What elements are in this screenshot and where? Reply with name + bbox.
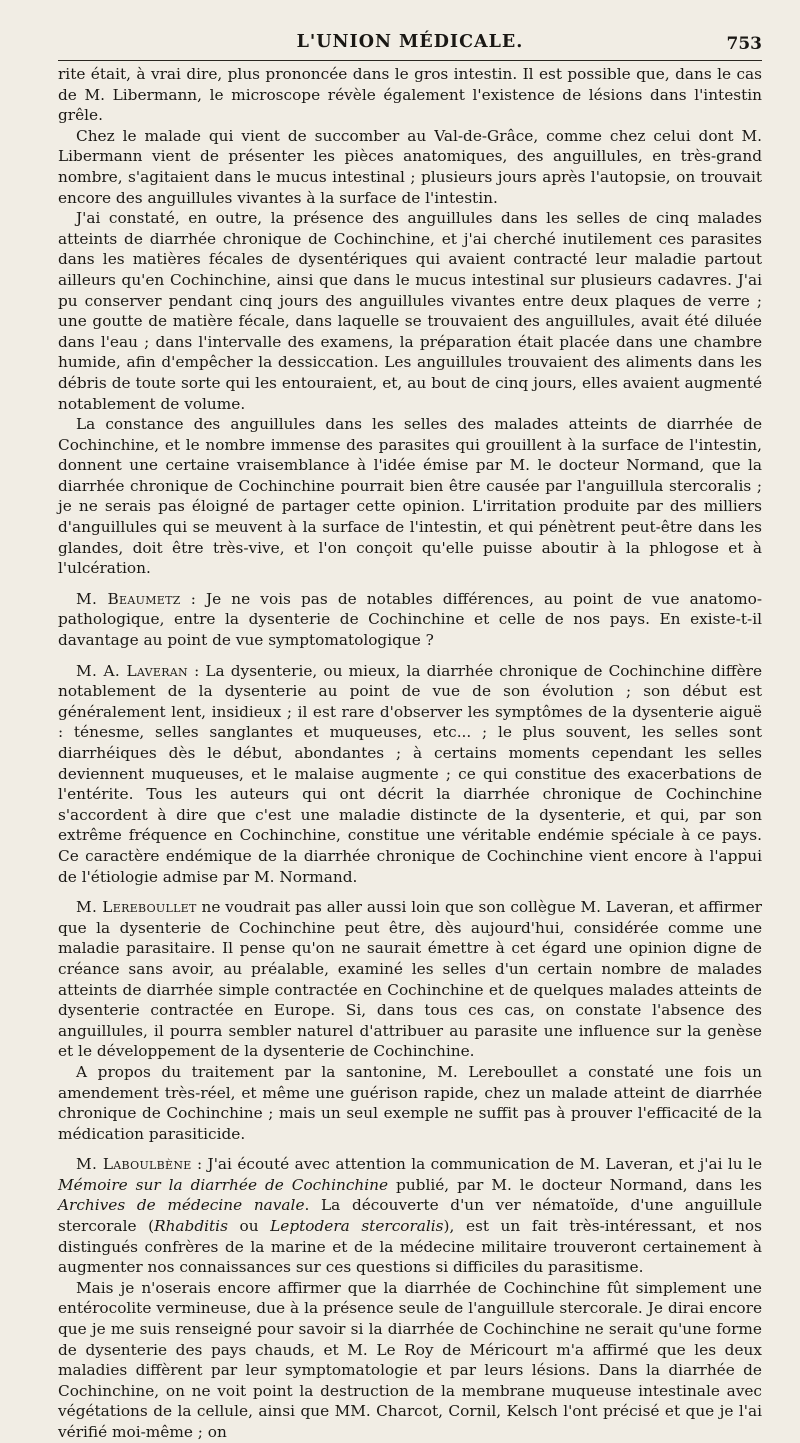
paragraph-text: A propos du traitement par la santonine, M. Lereboullet a constaté une fois un amendement très-réel, et même une guérison rapide, chez un malade atteint de diarrhée chronique de Cochinchine ; mais un seul exemple ne suffit pas à prouver l'efficacité de la médication parasiticide. xyxy=(58,1062,762,1143)
paragraph-text: : Je ne vois pas de notables différences, au point de vue anatomo-pathologique, entre la dysenterie de Cochinchine et celle de nos pays. En existe-t-il davantage au point de vue symptomatologique ? xyxy=(58,589,763,650)
paragraph-text: La constance des anguillules dans les selles des malades atteints de diarrhée de Cochinchine, et le nombre immense des parasites qui grouillent à la surface de l'intestin, donnent une certaine vraisemblance à l'idée émise par M. le docteur Normand, que la diarrhée chronique de Cochinchine pourrait bien être causée par l'anguillula stercoralis ; je ne serais pas éloigné de partager cette opinion. L'irritation produite par des milliers d'anguillules qui se meuvent à la surface de l'intestin, et qui pénètrent peut-être dans les glandes, doit être très-vive, et l'on conçoit qu'elle puisse aboutir à la phlogose et à l'ulcération. xyxy=(58,415,762,578)
page-number: 753 xyxy=(726,34,762,54)
article-body xyxy=(58,64,762,1443)
speech-laboulbene xyxy=(58,1154,762,1278)
paragraph-text: Mais je n'oserais encore affirmer que la diarrhée de Cochinchine fût simplement une entérocolite vermineuse, due à la présence seule de l'anguillule stercorale. Je dirai encore que je me suis renseigné pour savoir si la diarrhée de Cochinchine ne serait qu'une forme de dysenterie des pays chauds, et M. Le Roy de Méricourt m'a affirmé que les deux maladies diffèrent par leur symptomatologie et par leurs lésions. Dans la diarrhée de Cochinchine, on ne voit point la destruction de la membrane muqueuse intestinale avec végétations de la cellule, ainsi que MM. Charcot, Cornil, Kelsch l'ont précisé et que je l'ai vérifié moi-même ; on xyxy=(58,1278,762,1441)
speaker-name: M. Beaumetz xyxy=(76,589,181,608)
speech-laveran xyxy=(58,661,762,888)
paragraph-text: publié, par M. le docteur Normand, dans les xyxy=(388,1175,762,1194)
cited-title: Mémoire sur la diarrhée de Cochinchine xyxy=(58,1175,389,1194)
running-header xyxy=(58,30,762,61)
paragraph-text: ), est un fait très-intéressant, et nos distingués confrères de la marine et de la médecine militaire trouveront certainement à augmenter nos connaissances sur ces questions si difficiles du parasitisme. xyxy=(58,1217,762,1277)
speech-beaumetz xyxy=(58,589,762,651)
paragraph xyxy=(58,1062,762,1144)
journal-title: L'UNION MÉDICALE. xyxy=(296,32,524,52)
paragraph-text: rite était, à vrai dire, plus prononcée dans le gros intestin. Il est possible que, dans le cas de M. Libermann, le microscope révèle également l'existence de lésions dans l'intestin grêle. xyxy=(58,65,762,125)
paragraph xyxy=(58,1278,762,1443)
speaker-name: M. Lereboullet xyxy=(76,898,197,917)
speech-lereboullet xyxy=(58,897,762,1062)
paragraph-text: : J'ai écouté avec attention la communication de M. Laveran, et j'ai lu le xyxy=(191,1155,763,1174)
genus-name: Rhabditis xyxy=(154,1217,228,1236)
paragraph-text: J'ai constaté, en outre, la présence des anguillules dans les selles de cinq malades atteints de diarrhée chronique de Cochinchine, et j'ai cherché inutilement ces parasites dans les matières fécales de dysentériques qui avaient contracté leur maladie partout ailleurs qu'en Cochinchine, ainsi que dans le mucus intestinal sur plusieurs cadavres. J'ai pu conserver pendant cinq jours des anguillules vivantes entre deux plaques de verre ; une goutte de matière fécale, dans laquelle se trouvaient des anguillules, avait été diluée dans l'eau ; dans l'intervalle des examens, la préparation était placée dans une chambre humide, afin d'empêcher la dessiccation. Les anguillules trouvaient des aliments dans les débris de toute sorte qui les entouraient, et, au bout de cinq jours, elles avaient augmenté notablement de volume. xyxy=(58,209,762,413)
paragraph xyxy=(58,414,762,579)
paragraph xyxy=(58,126,762,208)
cited-journal: Archives de médecine navale xyxy=(58,1196,305,1215)
paragraph xyxy=(58,208,762,414)
paragraph-text: Chez le malade qui vient de succomber au Val-de-Grâce, comme chez celui dont M. Libermann vient de présenter les pièces anatomiques, des anguillules, en très-grand nombre, s'agitaient dans le mucus intestinal ; plusieurs jours après l'autopsie, on trouvait encore des anguillules vivantes à la surface de l'intestin. xyxy=(58,126,762,207)
paragraph-text: ou xyxy=(227,1217,271,1236)
speaker-name: M. Laboulbène xyxy=(76,1155,192,1174)
speaker-name: M. A. Laveran xyxy=(76,661,188,680)
paragraph-text: ne voudrait pas aller aussi loin que son collègue M. Laveran, et affirmer que la dysenterie de Cochinchine peut être, dès aujourd'hui, considérée comme une maladie parasitaire. Il pense qu'on ne saurait émettre à cet égard une opinion digne de créance sans avoir, au préalable, examiné les selles d'un certain nombre de malades atteints de diarrhée simple contractée en Cochinchine et de quelques malades atteints de dysenterie contractée en Europe. Si, dans tous ces cas, on constate l'absence des anguillules, il pourra sembler naturel d'attribuer au parasite une influence sur la genèse et le développement de la dysenterie de Cochinchine. xyxy=(58,898,762,1061)
species-name: Leptodera stercoralis xyxy=(270,1217,444,1236)
paragraph-text: . La découverte d'un ver nématoïde, d'une anguillule stercorale ( xyxy=(58,1196,762,1236)
paragraph xyxy=(58,64,762,126)
paragraph-text: : La dysenterie, ou mieux, la diarrhée chronique de Cochinchine diffère notablement de la dysenterie au point de vue de son évolution ; son début est généralement lent, insidieux ; il est rare d'observer les symptômes de la dysenterie aiguë : ténesme, selles sanglantes et muqueuses, etc... ; le plus souvent, les selles sont diarrhéiques dès le début, abondantes ; à certains moments cependant les selles deviennent muqueuses, et le malaise augmente ; ce qui constitue des exacerbations de l'entérite. Tous les auteurs qui ont décrit la diarrhée chronique de Cochinchine s'accordent à dire que c'est une maladie distincte de la dysenterie, et qui, par son extrême fréquence en Cochinchine, constitue une véritable endémie spéciale à ce pays. Ce caractère endémique de la diarrhée chronique de Cochinchine vient encore à l'appui de l'étiologie admise par M. Normand. xyxy=(58,661,762,886)
